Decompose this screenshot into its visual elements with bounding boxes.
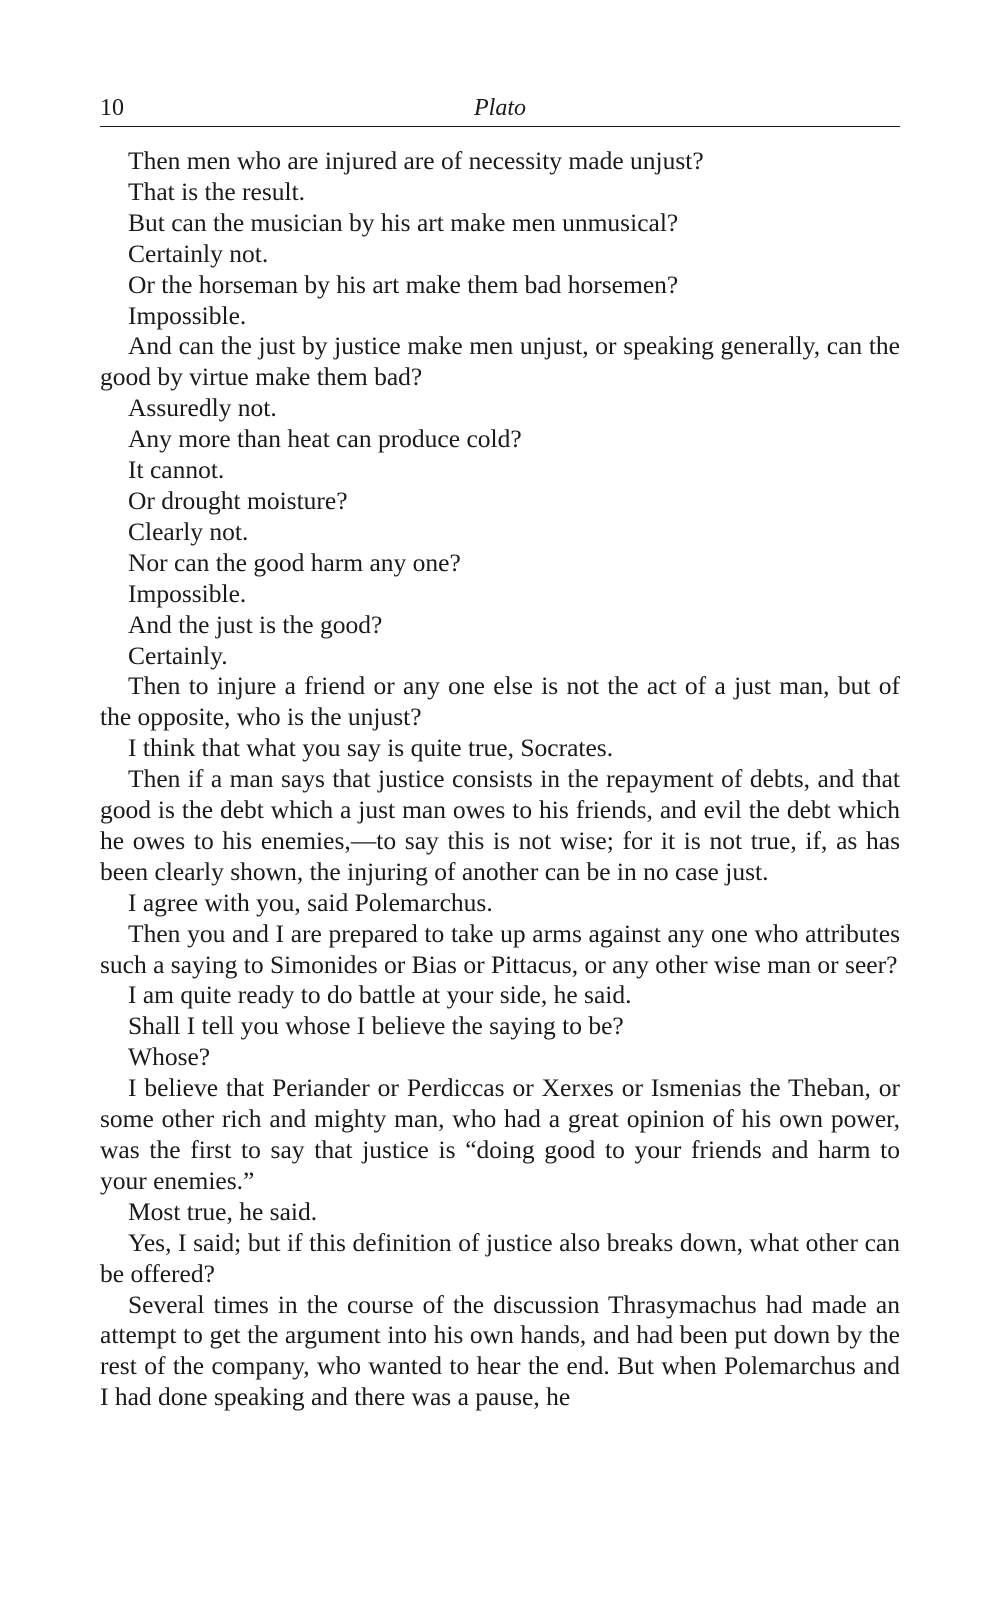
paragraph: Whose? [128,1042,211,1072]
paragraph: I agree with you, said Polemarchus. [128,887,493,917]
paragraph: I think that what you say is quite true, Socrates. [128,733,614,763]
paragraph: That is the result. [128,176,306,206]
page-number: 10 [100,95,124,121]
paragraph: Any more than heat can produce cold? [128,424,522,454]
paragraph: Impossible. [128,578,247,608]
paragraph: I am quite ready to do battle at your side, he said. [128,980,632,1010]
paragraph: And can the just by justice make men unjust, or speaking generally, can the good by virtue make them bad? [100,331,900,392]
paragraph: It cannot. [128,455,225,485]
paragraph: Then men who are injured are of necessity made unjust? [128,146,704,175]
paragraph: Clearly not. [128,516,249,546]
paragraph: Certainly not. [128,238,269,268]
paragraph: Most true, he said. [128,1196,318,1226]
paragraph: And the just is the good? [128,609,383,639]
paragraph: I believe that Periander or Perdiccas or Xerxes or Ismenias the Theban, or some other rich and mighty man, who had a great opinion of his own power, was the first to say that justice is “doing good to your friends and harm to your enemies.” [100,1073,900,1195]
body-text [100,146,900,1413]
running-title: Plato [474,95,526,121]
paragraph: Impossible. [128,300,247,330]
paragraph: Then if a man says that justice consists in the repayment of debts, and that good is the debt which a just man owes to his friends, and evil the debt which he owes to his enemies,—to say this is not wise; for it is not true, if, as has been clearly shown, the injuring of another can be in no case just. [100,764,900,886]
paragraph: Shall I tell you whose I believe the saying to be? [128,1011,624,1041]
paragraph: Nor can the good harm any one? [128,547,461,577]
paragraph: Yes, I said; but if this definition of justice also breaks down, what other can be offered? [100,1227,900,1288]
paragraph: Then to injure a friend or any one else is not the act of a just man, but of the opposite, who is the unjust? [100,671,900,732]
paragraph: Assuredly not. [128,393,277,423]
paragraph: Certainly. [128,640,228,670]
paragraph: Then you and I are prepared to take up arms against any one who attributes such a saying to Simonides or Bias or Pittacus, or any other wise man or seer? [100,918,900,979]
paragraph: But can the musician by his art make men unmusical? [128,207,679,237]
paragraph: Several times in the course of the discussion Thrasymachus had made an attempt to get the argument into his own hands, and had been put down by the rest of the company, who wanted to hear the end. But when Polemarchus and I had done speaking and there was a pause, he [100,1289,900,1412]
paragraph: Or the horseman by his art make them bad horsemen? [128,269,679,299]
running-head [100,88,900,127]
paragraph: Or drought moisture? [128,485,348,515]
